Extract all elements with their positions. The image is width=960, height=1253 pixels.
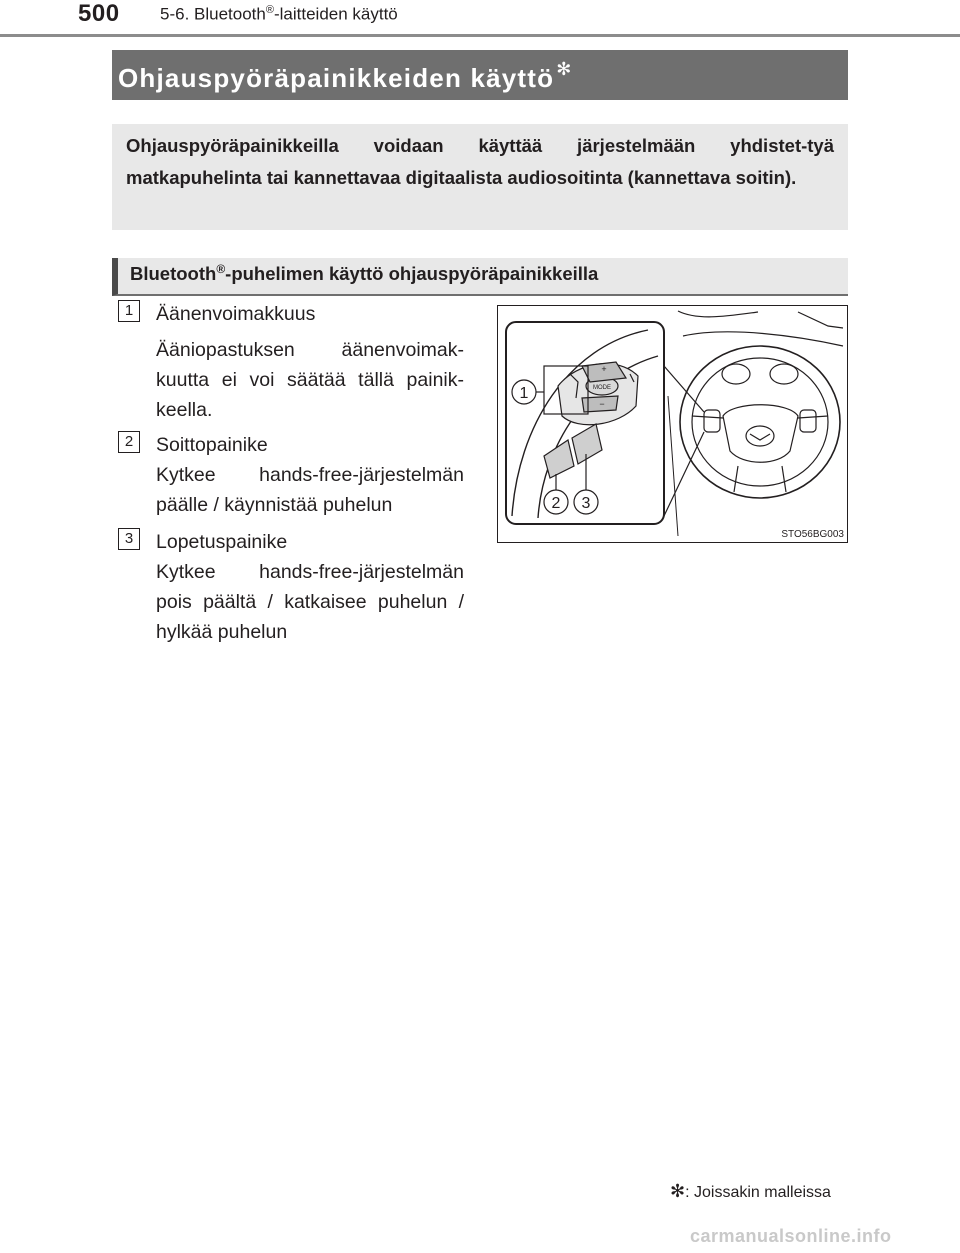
steering-wheel-illustration <box>497 305 848 543</box>
list-item-hangup <box>118 527 464 647</box>
steering-wheel-drawing <box>498 306 847 542</box>
item-title: Äänenvoimakkuus <box>156 303 316 325</box>
item-number-badge: 1 <box>118 300 140 322</box>
section-heading <box>112 258 848 296</box>
item-title: Soittopainike <box>156 434 268 456</box>
section-registered-mark: ® <box>216 262 226 276</box>
callout-3: 3 <box>581 495 591 512</box>
figure-code: STO56BG003 <box>781 529 844 540</box>
svg-text:−: − <box>599 399 605 409</box>
title-asterisk: ✻ <box>556 59 573 79</box>
item-number-badge: 2 <box>118 431 140 453</box>
running-head-post: -laitteiden käyttö <box>273 4 398 24</box>
page-title-bar <box>112 50 848 100</box>
footnote-asterisk: ✻ <box>670 1181 686 1201</box>
watermark: carmanualsonline.info <box>690 1226 892 1246</box>
page-number: 500 <box>78 0 120 27</box>
running-head <box>160 4 398 25</box>
registered-mark: ® <box>265 4 274 16</box>
item-description: Ääniopastuksen äänenvoimak-kuutta ei voi säätää tällä painik-keella. <box>156 339 464 421</box>
callout-1: 1 <box>519 385 529 402</box>
item-description: Kytkee hands-free-järjestelmän pois päältä / katkaisee puhelun / hylkää puhelun <box>156 561 464 643</box>
header-rule <box>0 34 960 37</box>
list-item-call <box>118 430 464 520</box>
svg-text:+: + <box>601 364 607 374</box>
callout-2: 2 <box>551 495 561 512</box>
intro-text: Ohjauspyöräpainikkeilla voidaan käyttää järjestelmään yhdistet-tyä matkapuhelinta tai kannettavaa digitaalista audiosoitinta (kannettava soitin). <box>112 124 848 230</box>
footnote-text: : Joissakin malleissa <box>685 1184 831 1201</box>
item-title: Lopetuspainike <box>156 531 288 553</box>
running-head-pre: 5-6. Bluetooth <box>160 4 266 24</box>
section-heading-post: -puhelimen käyttö ohjauspyöräpainikkeilla <box>225 263 599 285</box>
item-description: Kytkee hands-free-järjestelmän päälle / käynnistää puhelun <box>156 464 464 516</box>
mode-button-label: MODE <box>593 385 611 391</box>
footnote <box>670 1181 831 1202</box>
list-item-volume <box>118 299 464 425</box>
section-heading-pre: Bluetooth <box>130 263 217 285</box>
item-number-badge: 3 <box>118 528 140 550</box>
page-title: Ohjauspyöräpainikkeiden käyttö <box>118 63 555 93</box>
